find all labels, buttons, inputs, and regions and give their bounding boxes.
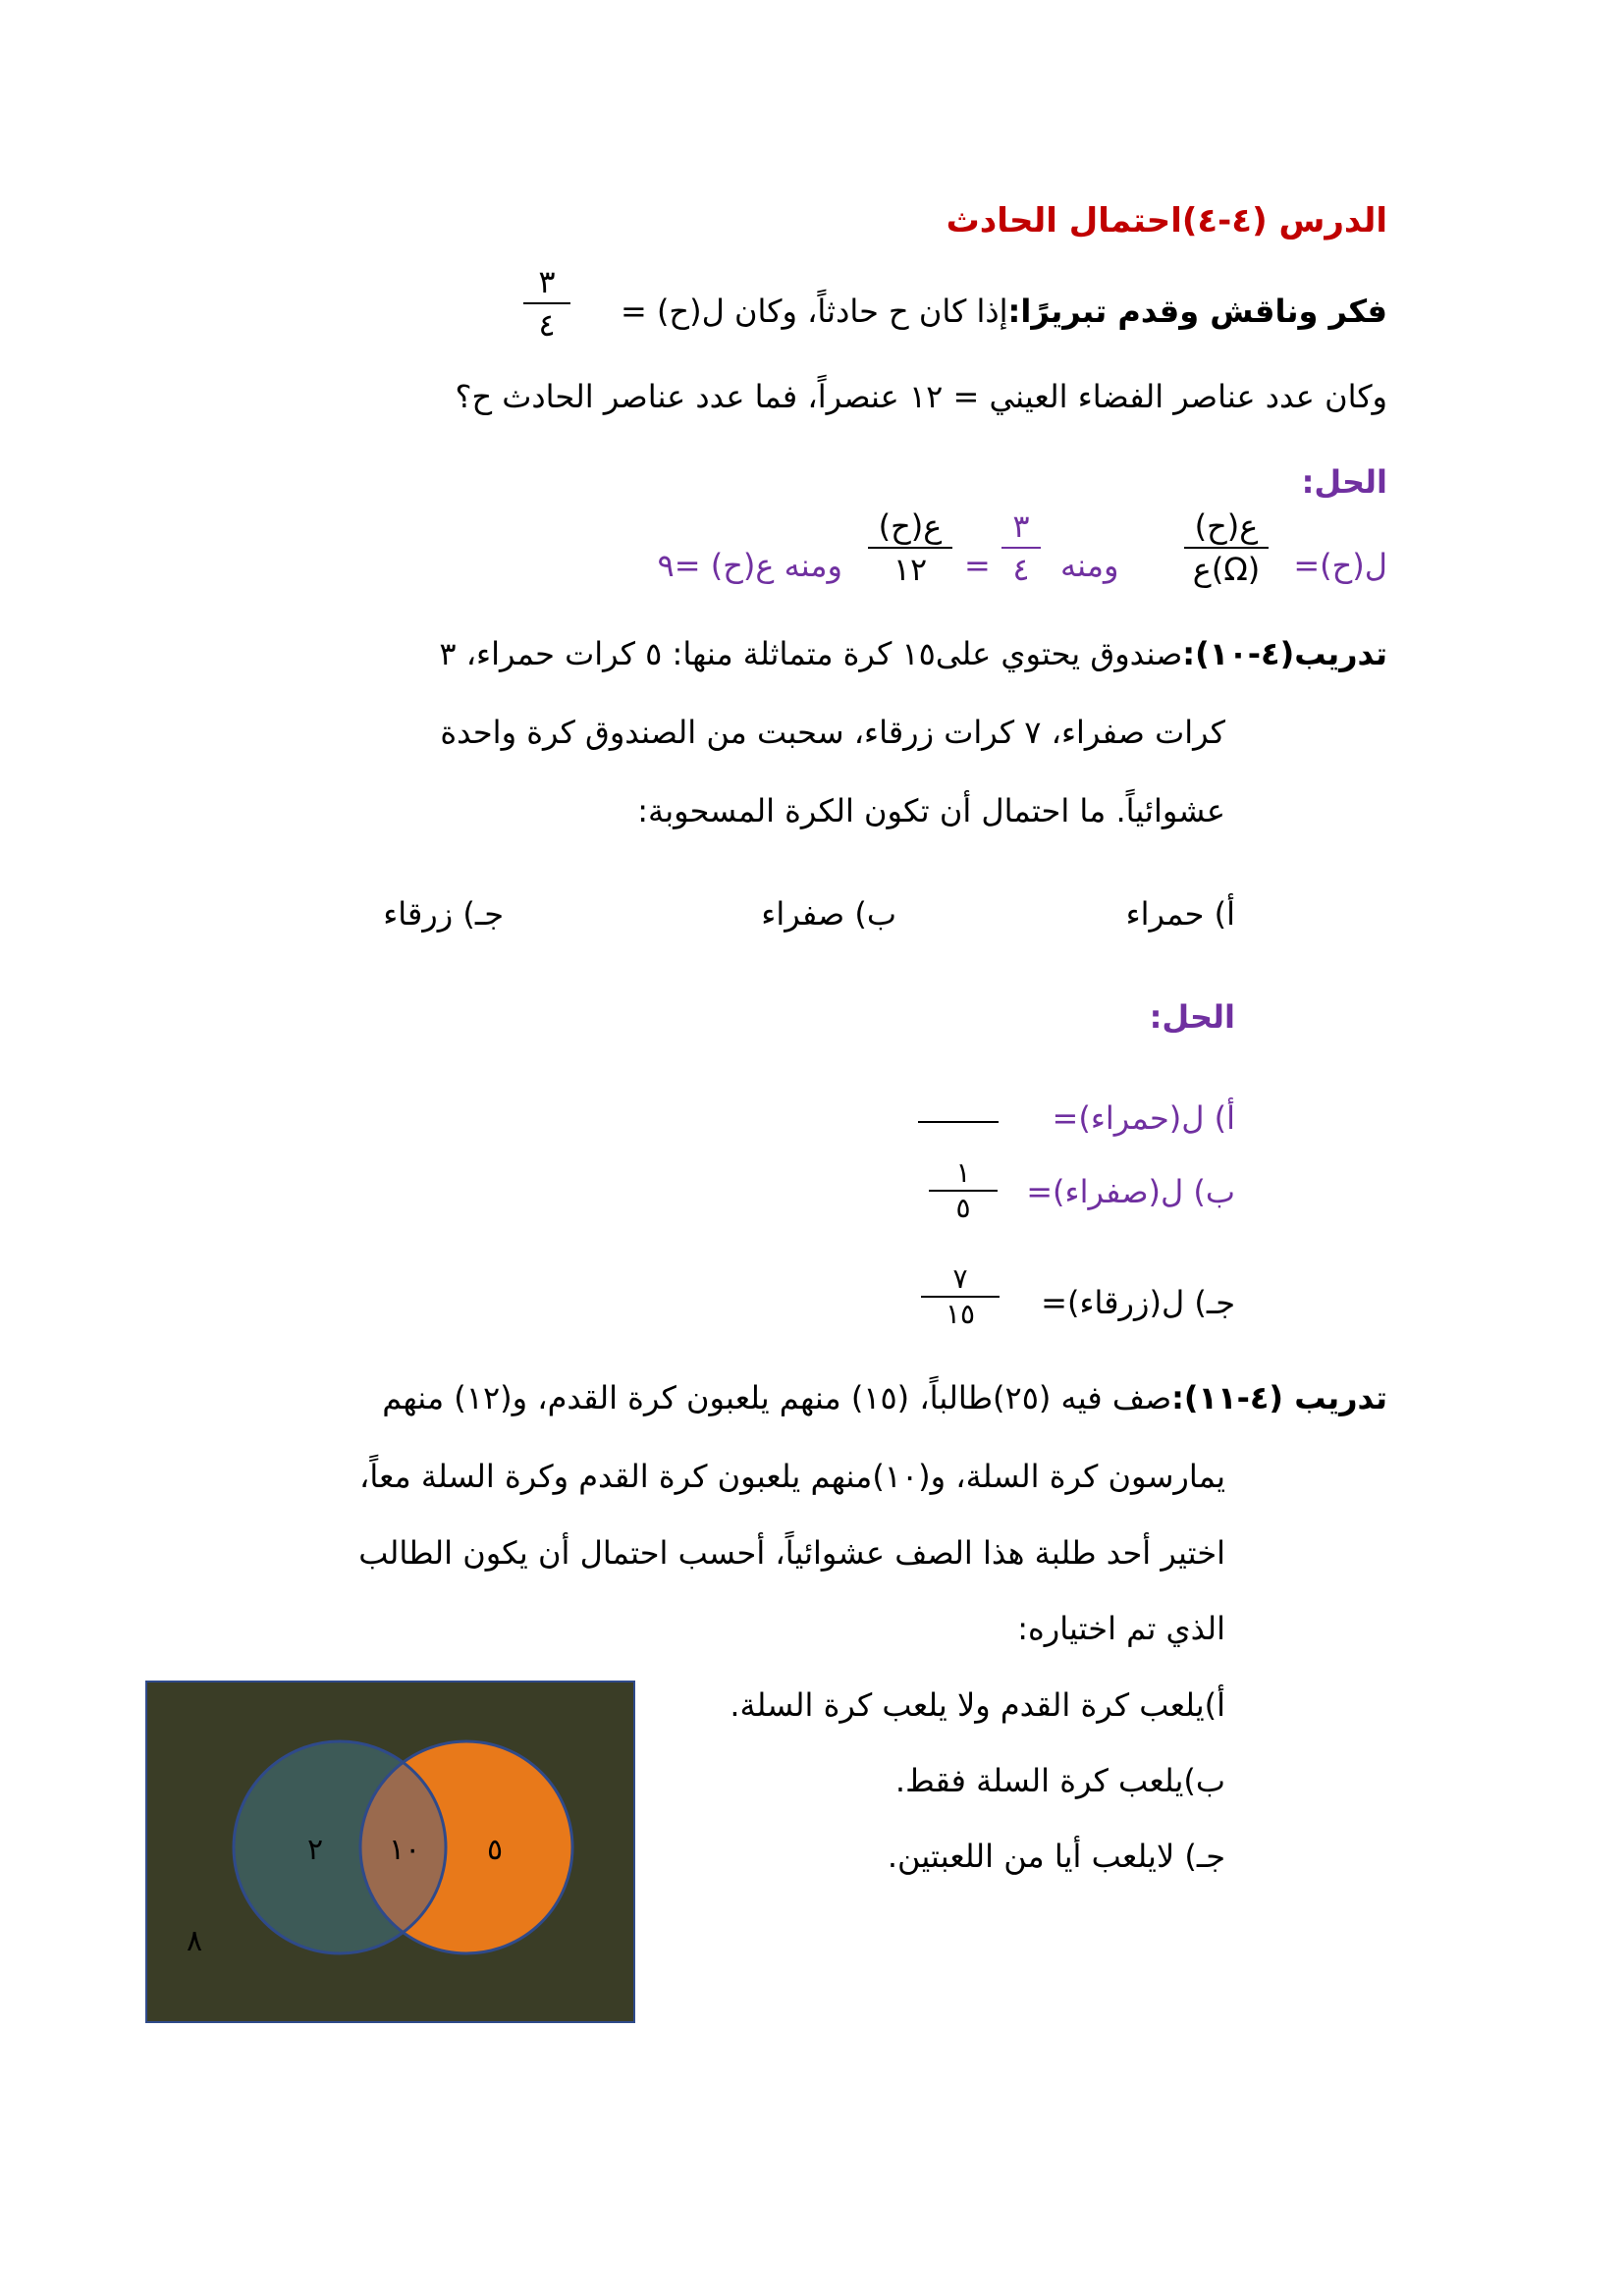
think-line-2: وكان عدد عناصر الفضاء العيني = ١٢ عنصراً، فما عدد عناصر الحادث ح؟ [455,378,1387,415]
sol-lhs: ل(ح)= [1293,547,1387,584]
ex10-text-1: صندوق يحتوي على١٥ كرة متماثلة منها: ٥ كرات حمراء، ٣ [439,635,1183,672]
venn-left-only-value: ٢ [307,1833,324,1867]
think-fraction [523,263,570,344]
ex10-answer-c: جـ) ل(زرقاء)= [1041,1284,1235,1321]
ex10-line-3: عشوائياً. ما احتمال أن تكون الكرة المسحوبة: [637,792,1225,829]
ex11-option-c: جـ) لايلعب أيا من اللعبتين. [887,1838,1225,1875]
ex11-text-1: صف فيه (٢٥)طالباً، (١٥) منهم يلعبون كرة القدم، و(١٢) منهم [382,1379,1172,1416]
ex11-line-3: اختير أحد طلبة هذا الصف عشوائياً، أحسب احتمال أن يكون الطالب [358,1534,1225,1572]
sol-fraction-3 [868,507,952,588]
ex11-option-b: ب)يلعب كرة السلة فقط. [894,1762,1225,1799]
ex11-line-2: يمارسون كرة السلة، و(١٠)منهم يلعبون كرة القدم وكرة السلة معاً، [359,1458,1225,1495]
venn-both-value: ١٠ [389,1833,421,1867]
fraction-bar [868,547,952,549]
fraction-denominator: ٤ [1012,551,1030,588]
sol-fraction-2 [1001,507,1041,588]
sol-mid-text: ومنه [1060,547,1119,584]
ex11-line-1 [382,1379,1387,1416]
fraction-denominator: ١٢ [893,551,928,588]
fraction-numerator: ٣ [1012,507,1030,545]
fraction-numerator: ع(ح) [1194,507,1259,545]
ex11-label: تدريب (٤-١١): [1171,1379,1387,1416]
fraction-denominator: ٤ [538,306,556,344]
ex10-label: تدريب(٤-١٠): [1182,635,1387,672]
ex10-answer-a: أ) ل(حمراء)= [1052,1099,1235,1137]
answer-blank-line [918,1121,999,1123]
ex10-option-c: جـ) زرقاء [383,895,504,933]
ex10-option-a: أ) حمراء [1125,895,1235,933]
lesson-title: الدرس (٤-٤)احتمال الحادث [946,201,1387,240]
ex10-answer-b-fraction [929,1158,998,1223]
sol-fraction-1 [1184,507,1269,588]
fraction-bar [1001,547,1041,549]
ex10-line-1 [439,635,1387,672]
ex10-option-b: ب) صفراء [761,895,896,933]
fraction-numerator: ١ [955,1156,971,1189]
ex11-option-a: أ)يلعب كرة القدم ولا يلعب كرة السلة. [730,1686,1225,1724]
think-line-1 [621,293,1387,330]
fraction-numerator: ٧ [952,1262,968,1295]
ex10-line-2: كرات صفراء، ٧ كرات زرقاء، سحبت من الصندوق كرة واحدة [440,714,1225,751]
venn-right-only-value: ٥ [487,1833,504,1867]
fraction-numerator: ٣ [538,263,556,300]
fraction-numerator: ع(ح) [878,507,943,545]
sol-equals: = [964,547,991,584]
think-solution-label: الحل: [1301,463,1387,501]
fraction-denominator: ع(Ω) [1192,551,1261,588]
venn-diagram [145,1681,635,2023]
think-text-1: إذا كان ح حادثاً، وكان ل(ح) = [620,293,1008,330]
fraction-denominator: ١٥ [945,1298,976,1330]
think-label: فكر وناقش وقدم تبريرًا: [1007,293,1387,330]
fraction-bar [1184,547,1269,549]
ex10-answer-c-fraction [921,1264,1000,1329]
ex10-solution-label: الحل: [1149,998,1235,1036]
fraction-denominator: ٥ [955,1192,971,1224]
sol-end-text: ومنه ع(ح) =٩ [657,547,842,584]
ex11-line-4: الذي تم اختياره: [1017,1610,1225,1647]
fraction-bar [523,302,570,304]
ex10-answer-b: ب) ل(صفراء)= [1026,1173,1235,1210]
venn-outside-value: ٨ [187,1924,203,1958]
